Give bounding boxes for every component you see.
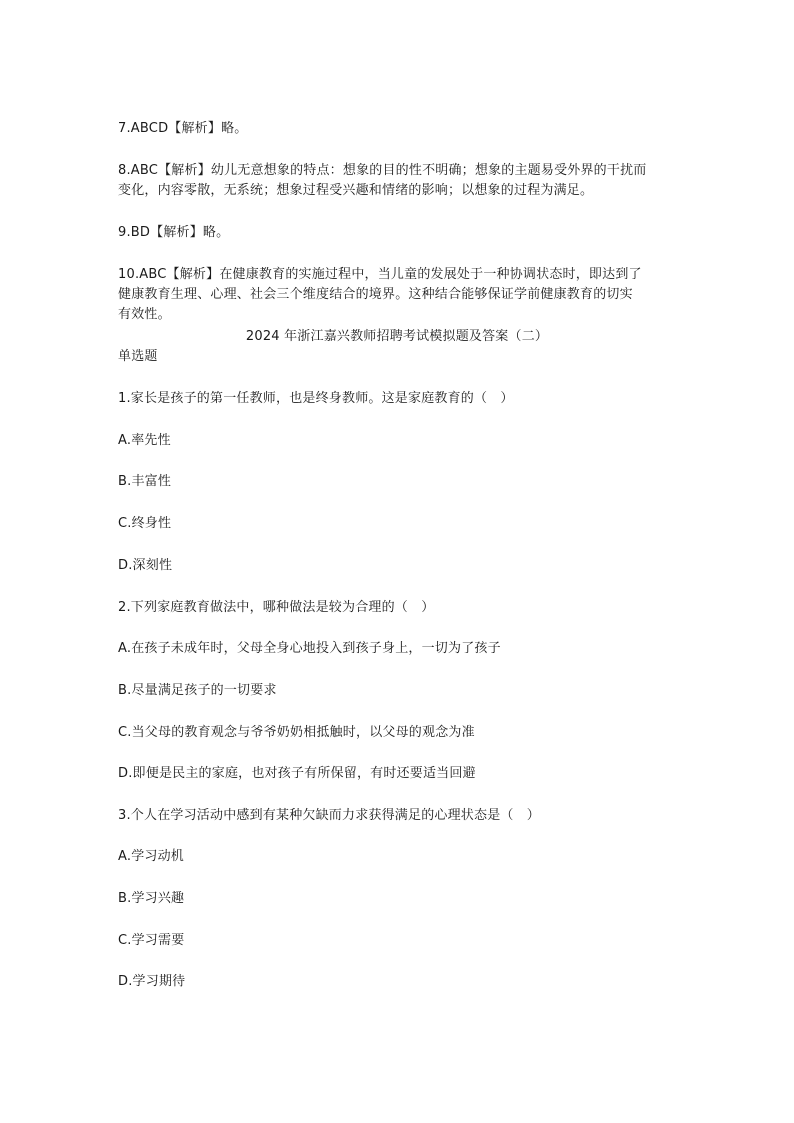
answer-9: 9.BD【解析】略。 xyxy=(118,225,230,240)
answer-7: 7.ABCD【解析】略。 xyxy=(118,121,248,136)
question-2-option-c: C.当父母的教育观念与爷爷奶奶相抵触时，以父母的观念为准 xyxy=(118,725,475,740)
answer-10-line-1: 10.ABC【解析】在健康教育的实施过程中，当儿童的发展处于一种协调状态时，即达到了 xyxy=(118,267,642,282)
question-3-option-c: C.学习需要 xyxy=(118,933,185,948)
section-label: 单选题 xyxy=(118,349,158,364)
question-2-option-b: B.尽量满足孩子的一切要求 xyxy=(118,683,277,698)
question-2-option-a: A.在孩子未成年时，父母全身心地投入到孩子身上，一切为了孩子 xyxy=(118,641,501,656)
exam-title: 2024 年浙江嘉兴教师招聘考试模拟题及答案（二） xyxy=(245,329,549,344)
question-3-option-d: D.学习期待 xyxy=(118,974,186,989)
question-3-option-a: A.学习动机 xyxy=(118,849,184,864)
question-1-option-d: D.深刻性 xyxy=(118,558,173,573)
answer-8-line-1: 8.ABC【解析】幼儿无意想象的特点：想象的目的性不明确；想象的主题易受外界的干扰而 xyxy=(118,163,647,178)
question-1-stem: 1.家长是孩子的第一任教师，也是终身教师。这是家庭教育的（ ） xyxy=(118,391,514,406)
answer-10-line-2: 健康教育生理、心理、社会三个维度结合的境界。这种结合能够保证学前健康教育的切实 xyxy=(118,287,633,302)
question-3-stem: 3.个人在学习活动中感到有某种欠缺而力求获得满足的心理状态是（ ） xyxy=(118,808,541,823)
question-1-option-b: B.丰富性 xyxy=(118,474,172,489)
question-2-option-d: D.即便是民主的家庭，也对孩子有所保留，有时还要适当回避 xyxy=(118,766,476,781)
answer-10-line-3: 有效性。 xyxy=(118,307,171,322)
question-2-stem: 2.下列家庭教育做法中，哪种做法是较为合理的（ ） xyxy=(118,600,435,615)
question-3-option-b: B.学习兴趣 xyxy=(118,891,185,906)
question-1-option-a: A.率先性 xyxy=(118,433,171,448)
question-1-option-c: C.终身性 xyxy=(118,516,172,531)
answer-8-line-2: 变化，内容零散，无系统；想象过程受兴趣和情绪的影响；以想象的过程为满足。 xyxy=(118,183,594,198)
